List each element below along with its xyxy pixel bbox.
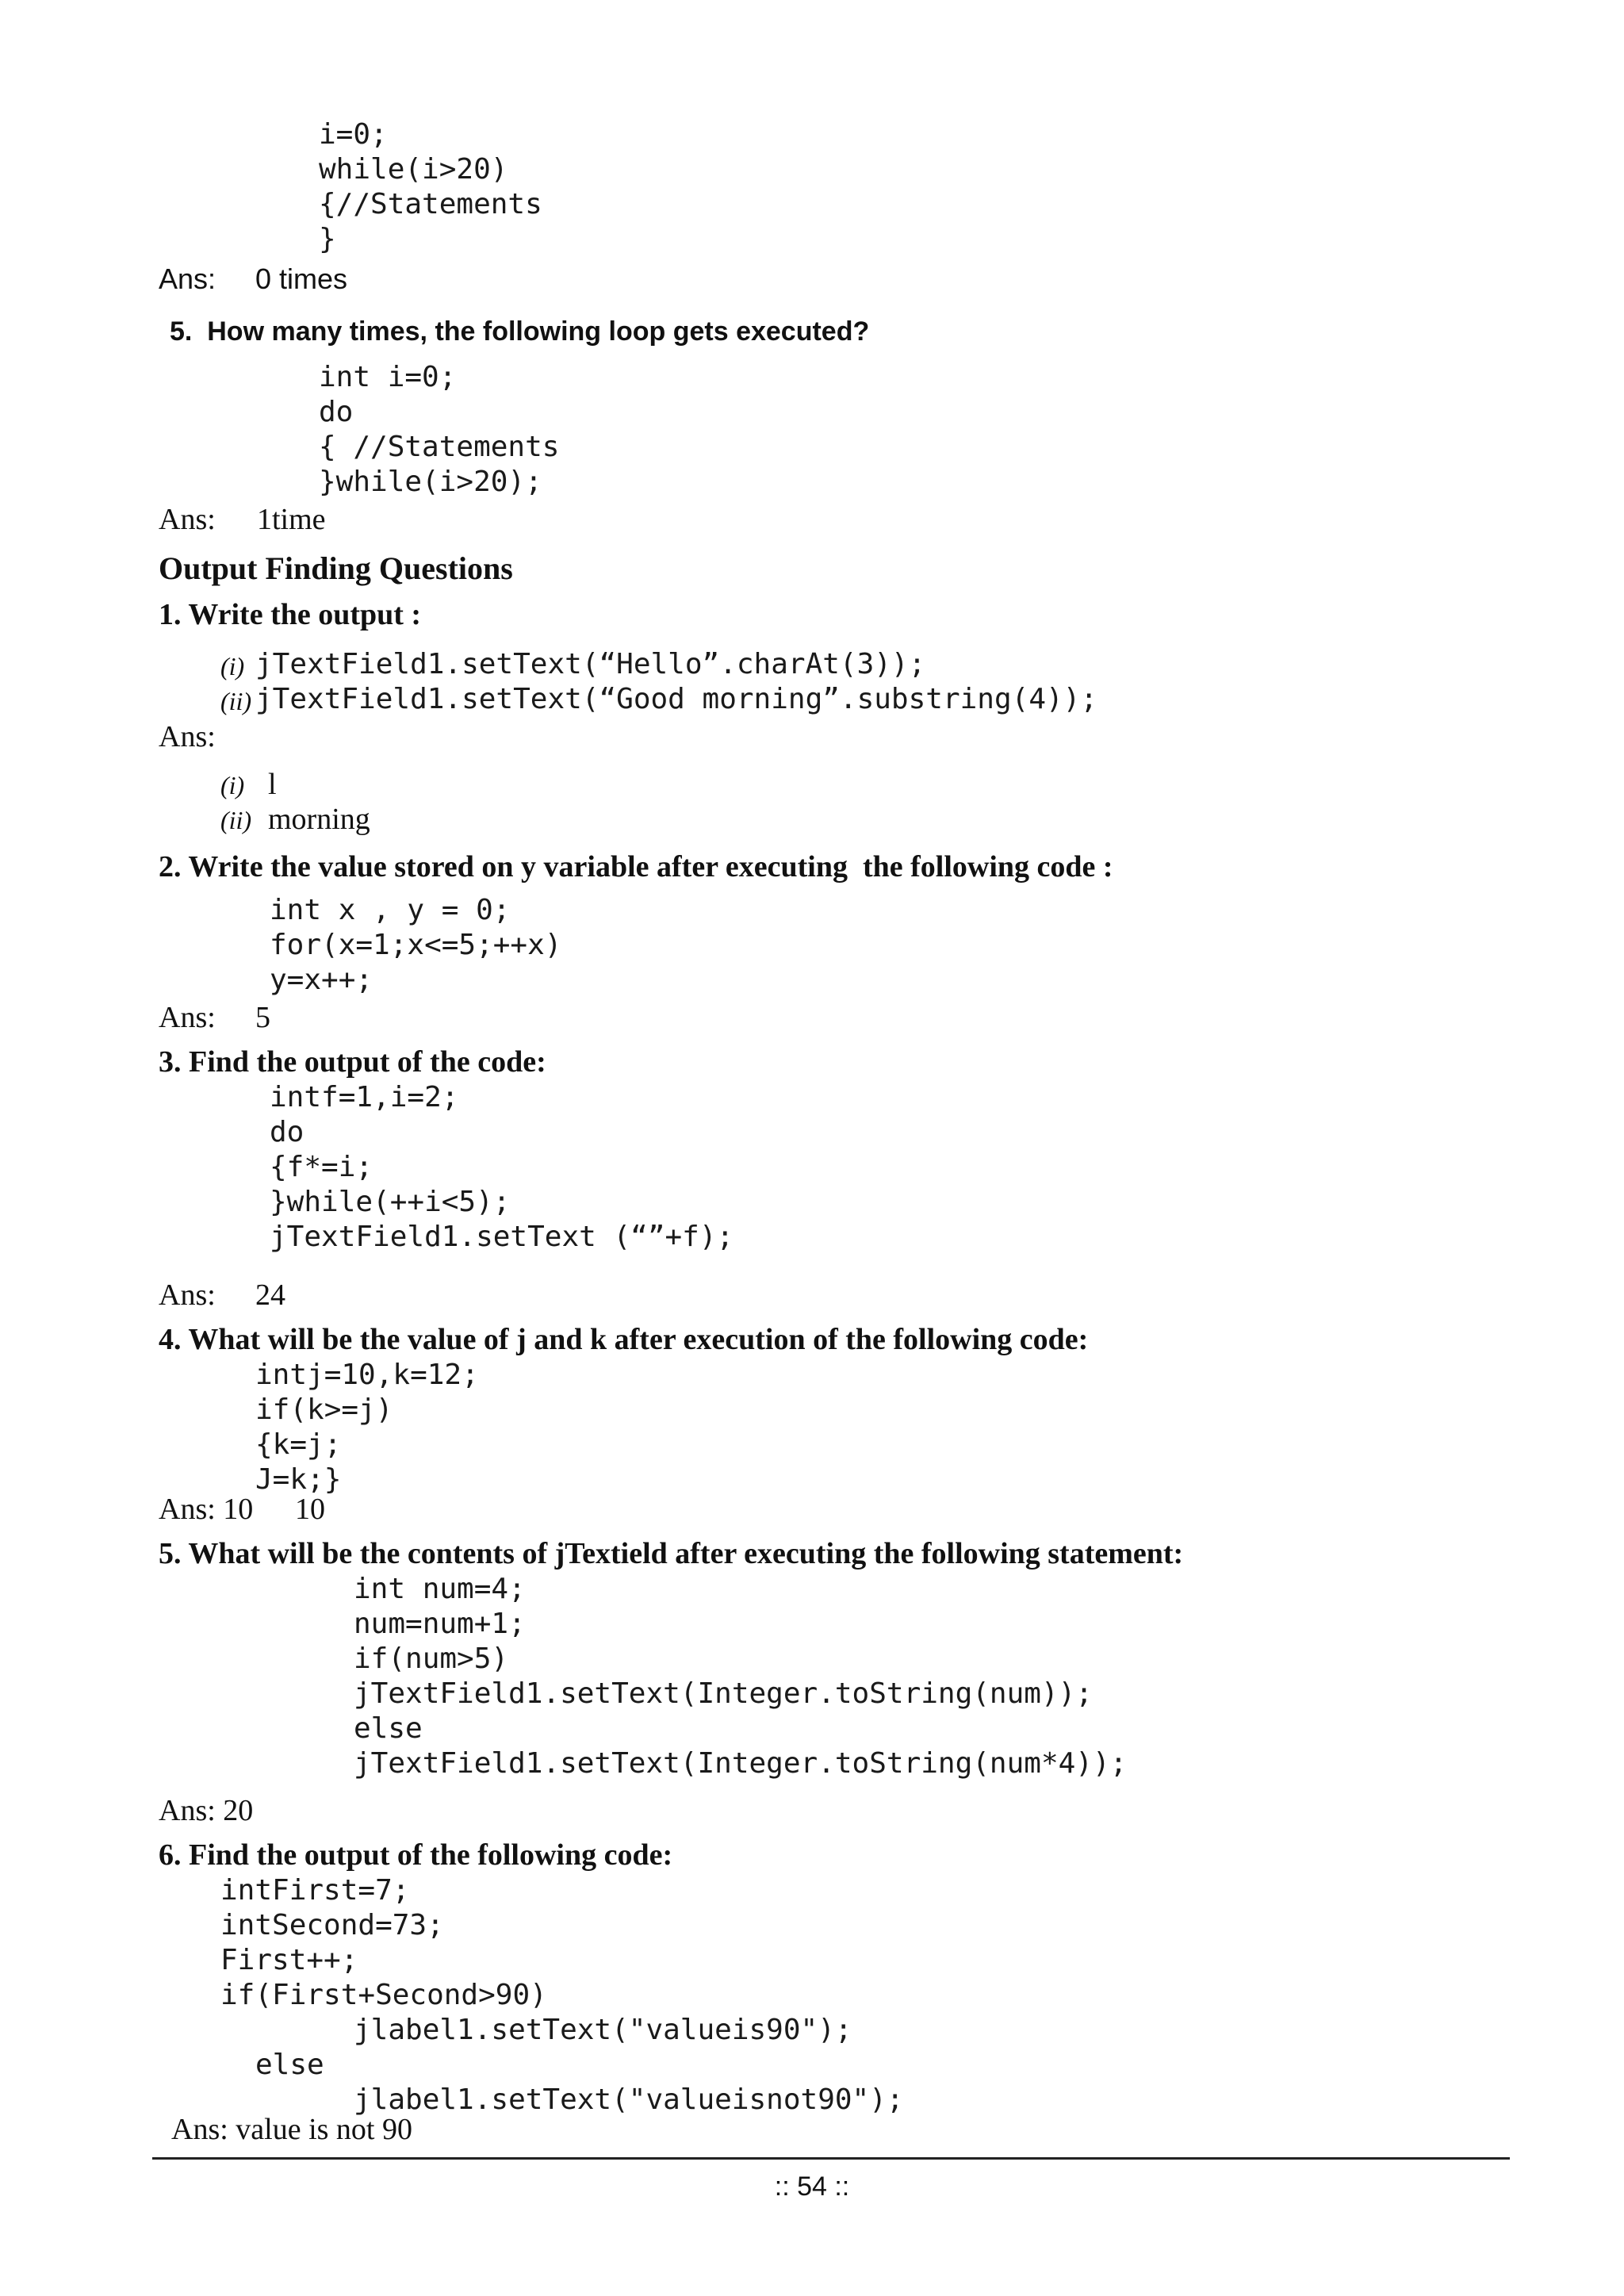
question-heading: 3. Find the output of the code: (159, 1045, 546, 1079)
item-numeral: (i) (220, 652, 245, 680)
answer-value: 1time (257, 503, 326, 536)
code-line: if(num>5) (354, 1642, 509, 1675)
code-line: } (319, 223, 336, 255)
code-line: do (319, 396, 354, 428)
question-heading: 5. What will be the contents of jTextield after executing the following statement: (159, 1537, 1184, 1570)
code-line: First++; (220, 1944, 358, 1976)
code-line: if(k>=j) (255, 1393, 393, 1426)
code-line: do (270, 1116, 304, 1148)
code-line: for(x=1;x<=5;++x) (270, 929, 562, 961)
code-line: intSecond=73; (220, 1909, 444, 1941)
code-line: if(First+Second>90) (220, 1979, 547, 2011)
code-line: i=0; (319, 118, 388, 151)
answer-label: Ans: (159, 1001, 216, 1034)
code-line: y=x++; (270, 964, 373, 996)
code-line: J=k;} (255, 1463, 342, 1496)
code-line: { //Statements (319, 431, 560, 463)
answer-label: Ans: (159, 263, 216, 295)
code-line: int x , y = 0; (270, 894, 511, 926)
code-line: else (255, 2049, 324, 2081)
answer-label: Ans: (159, 1278, 216, 1312)
answer-value: morning (268, 803, 370, 836)
code-line: jTextField1.setText (“”+f); (270, 1221, 734, 1253)
code-line: jTextField1.setText(Integer.toString(num*4)); (354, 1747, 1128, 1780)
code-line: intj=10,k=12; (255, 1359, 479, 1391)
code-line: jlabel1.setText("valueis90"); (354, 2014, 852, 2046)
code-line: int i=0; (319, 361, 457, 393)
answer-text: Ans: 20 (159, 1794, 254, 1827)
code-line: jTextField1.setText(“Good morning”.substring(4)); (255, 683, 1098, 715)
code-line: }while(++i<5); (270, 1186, 511, 1218)
code-line: num=num+1; (354, 1608, 526, 1640)
answer-text: Ans: value is not 90 (171, 2113, 412, 2146)
answer-value: 10 (295, 1493, 325, 1526)
code-line: jTextField1.setText(Integer.toString(num)); (354, 1677, 1093, 1710)
code-line: intf=1,i=2; (270, 1081, 459, 1114)
question-heading: 1. Write the output : (159, 598, 422, 631)
code-line: jlabel1.setText("valueisnot90"); (354, 2083, 904, 2116)
answer-value: 0 times (255, 263, 348, 295)
question-heading: 5. How many times, the following loop gets executed? (170, 316, 870, 347)
code-line: int num=4; (354, 1573, 526, 1605)
code-line: else (354, 1712, 423, 1745)
answer-value: 24 (255, 1278, 285, 1312)
answer-value: l (268, 768, 277, 801)
item-numeral: (ii) (220, 687, 252, 715)
item-numeral: (ii) (220, 806, 252, 834)
question-heading: 6. Find the output of the following code: (159, 1838, 673, 1872)
code-line: {k=j; (255, 1428, 342, 1461)
answer-value: 5 (255, 1001, 270, 1034)
footer-rule (152, 2157, 1510, 2160)
section-title: Output Finding Questions (159, 550, 513, 586)
code-line: while(i>20) (319, 153, 508, 186)
code-line: jTextField1.setText(“Hello”.charAt(3)); (255, 648, 926, 680)
answer-label: Ans: (159, 503, 216, 536)
question-heading: 4. What will be the value of j and k after execution of the following code: (159, 1323, 1089, 1356)
code-line: {//Statements (319, 188, 542, 220)
question-heading: 2. Write the value stored on y variable after executing the following code : (159, 850, 1113, 884)
code-line: }while(i>20); (319, 466, 542, 498)
page-number: :: 54 :: (774, 2171, 850, 2202)
code-line: intFirst=7; (220, 1874, 410, 1907)
item-numeral: (i) (220, 771, 245, 799)
answer-label: Ans: (159, 720, 216, 753)
answer-label: Ans: 10 (159, 1493, 254, 1526)
code-line: {f*=i; (270, 1151, 373, 1183)
